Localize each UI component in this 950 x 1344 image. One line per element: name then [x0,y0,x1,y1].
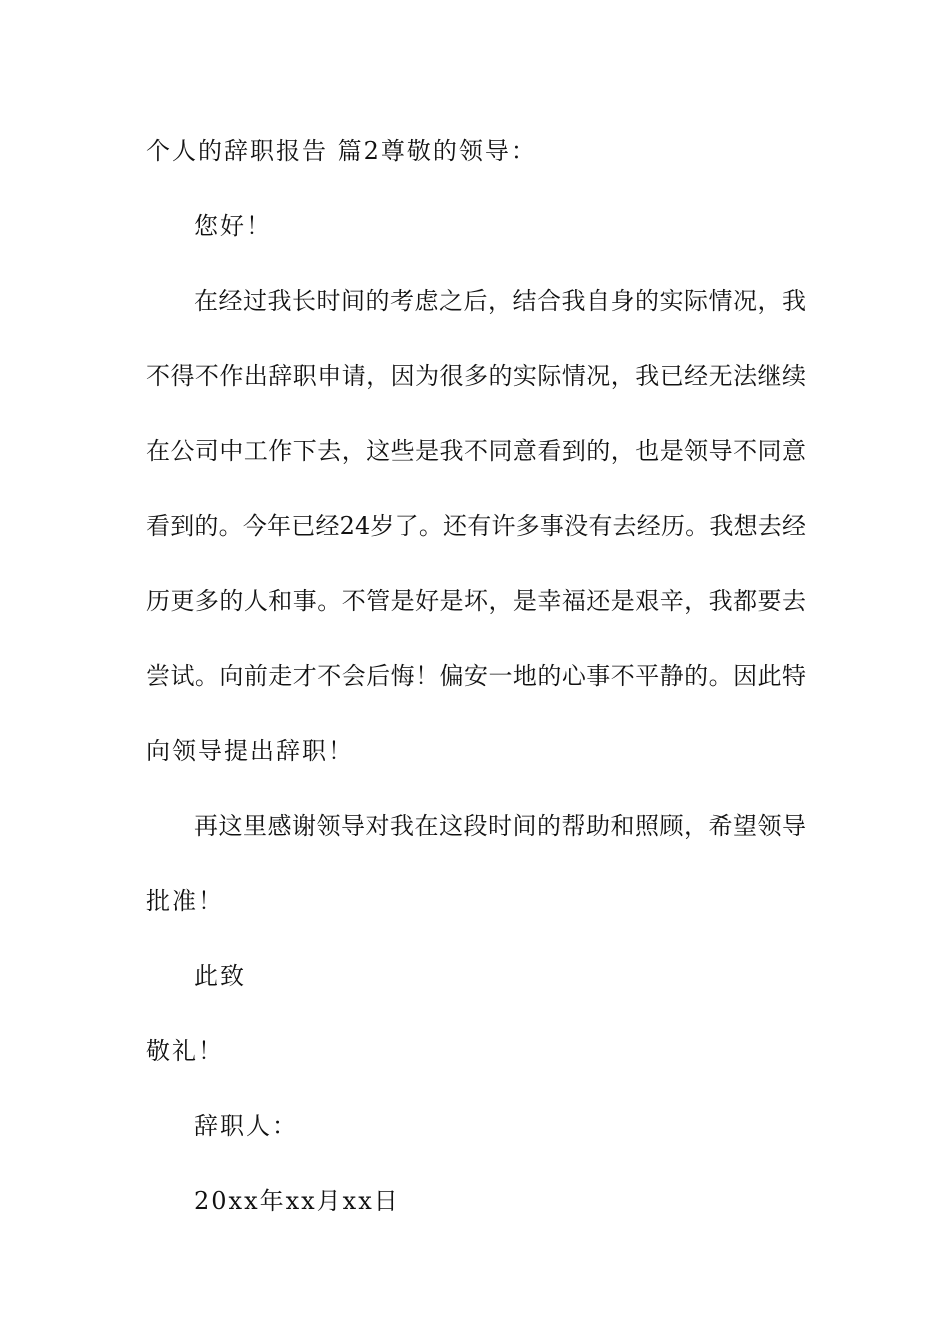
closing: 此致 [194,962,246,990]
thanks-line: 批准！ [146,887,224,915]
body-line: 看到的。今年已经24岁了。还有许多事没有去经历。我想去经 [146,512,806,540]
body-line: 不得不作出辞职申请，因为很多的实际情况，我已经无法继续 [146,362,806,390]
signer-label: 辞职人： [194,1112,298,1140]
body-line: 尝试。向前走才不会后悔！偏安一地的心事不平静的。因此特 [146,662,806,690]
document-heading: 个人的辞职报告 篇2尊敬的领导： [146,137,537,165]
body-line: 在公司中工作下去，这些是我不同意看到的，也是领导不同意 [146,437,806,465]
body-line: 历更多的人和事。不管是好是坏，是幸福还是艰辛，我都要去 [146,587,806,615]
thanks-line: 再这里感谢领导对我在这段时间的帮助和照顾，希望领导 [194,812,806,840]
greeting: 您好！ [194,212,272,240]
body-line: 向领导提出辞职！ [146,737,354,765]
body-line: 在经过我长时间的考虑之后，结合我自身的实际情况，我 [194,287,806,315]
salute: 敬礼！ [146,1037,224,1065]
date-line: 20xx年xx月xx日 [194,1187,400,1215]
